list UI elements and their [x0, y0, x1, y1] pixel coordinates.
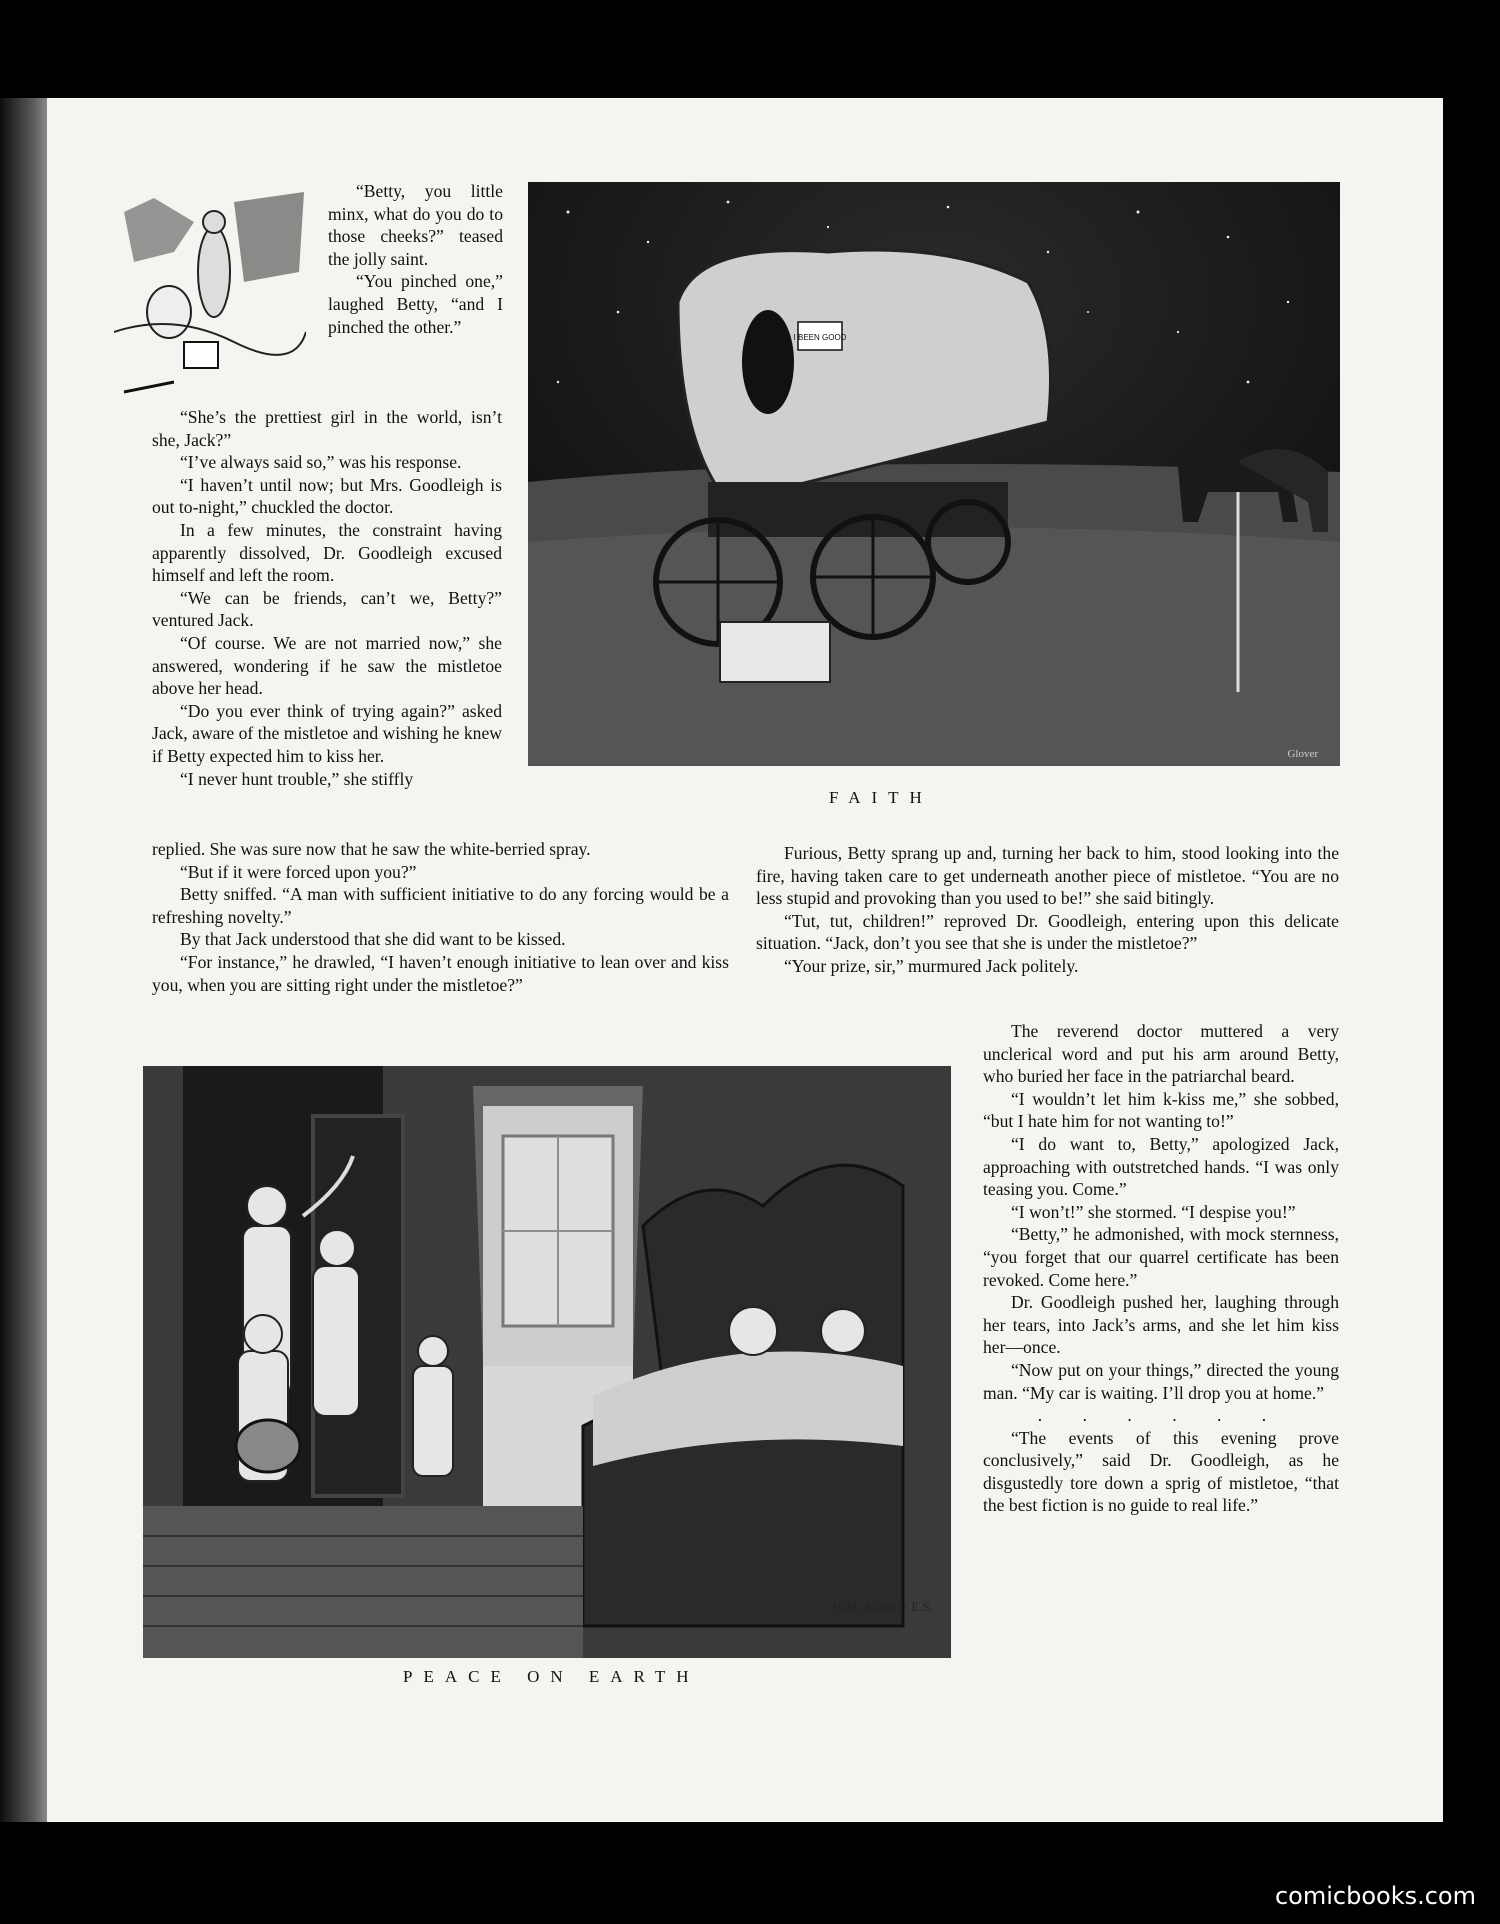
vignette-illustration: [114, 192, 306, 402]
paragraph: Furious, Betty sprang up and, turning her back to him, stood looking into the fire, having taken care to get underneath another piece of mistletoe. “You are no less stupid and provoking than you used to be!” she said bitingly.: [756, 843, 1339, 909]
section-break: . . . . . .: [1037, 1405, 1285, 1426]
paragraph: “I wouldn’t let him k-kiss me,” she sobbed, “but I hate him for not wanting to!”: [983, 1088, 1339, 1132]
peace-on-earth-illustration: [143, 1066, 951, 1658]
paragraph: “Betty,” he admonished, with mock sternness, “you forget that our quarrel certificate has been revoked. Come here.”: [983, 1224, 1339, 1290]
left-narrow-column-lower: [152, 406, 502, 790]
left-wide-column: [152, 838, 729, 996]
site-watermark: comicbooks.com: [1274, 1882, 1476, 1910]
paragraph: “I won’t!” she stormed. “I despise you!”: [1011, 1201, 1296, 1222]
paragraph: In a few minutes, the constraint having apparently dissolved, Dr. Goodleigh excused himself and left the room.: [152, 519, 502, 586]
paragraph: “I haven’t until now; but Mrs. Goodleigh is out to-night,” chuckled the doctor.: [152, 474, 502, 518]
paragraph: “Do you ever think of trying again?” asked Jack, aware of the mistletoe and wishing he knew if Betty expected him to kiss her.: [152, 700, 502, 766]
right-top-column: [756, 842, 1339, 978]
paragraph: Dr. Goodleigh pushed her, laughing through her tears, into Jack’s arms, and she let him kiss her—once.: [983, 1292, 1339, 1358]
paragraph: “Your prize, sir,” murmured Jack politely.: [784, 955, 1079, 976]
paragraph: “But if it were forced upon you?”: [180, 861, 417, 882]
paragraph: “She’s the prettiest girl in the world, isn’t she, Jack?”: [152, 407, 502, 450]
peace-signature: W.H. Allison · E.S.: [832, 1599, 933, 1614]
faith-illustration: [528, 182, 1340, 766]
right-narrow-column: [983, 1020, 1339, 1517]
paragraph: “The events of this evening prove conclusively,” said Dr. Goodleigh, as he disgustedly tore down a sprig of mistletoe, “that the best fiction is no guide to real life.”: [983, 1427, 1339, 1516]
paragraph: “I never hunt trouble,” she stiffly: [180, 768, 414, 789]
paragraph: “I’ve always said so,” was his response.: [180, 452, 462, 473]
paragraph: “Now put on your things,” directed the young man. “My car is waiting. I’ll drop you at home.”: [983, 1359, 1339, 1403]
paragraph: By that Jack understood that she did want to be kissed.: [180, 929, 566, 950]
paragraph: “Tut, tut, children!” reproved Dr. Goodleigh, entering upon this delicate situation. “Jack, don’t you see that she is under the mistletoe?”: [756, 910, 1339, 954]
paragraph: replied. She was sure now that he saw the white-berried spray.: [152, 839, 591, 859]
peace-on-earth-caption: PEACE ON EARTH: [403, 1667, 700, 1686]
paragraph: The reverend doctor muttered a very unclerical word and put his arm around Betty, who buried her face in the patriarchal beard.: [983, 1021, 1339, 1087]
paragraph: “Of course. We are not married now,” she answered, wondering if he saw the mistletoe above her head.: [152, 632, 502, 699]
paragraph: “Betty, you little minx, what do you do to those cheeks?” teased the jolly saint.: [328, 181, 503, 269]
left-narrow-column: [328, 180, 503, 338]
wagon-sign: I BEEN GOOD: [793, 333, 847, 342]
footer-band: [1200, 1868, 1500, 1924]
paragraph: “For instance,” he drawled, “I haven’t enough initiative to lean over and kiss you, when you are sitting right under the mistletoe?”: [152, 951, 729, 995]
svg-text:Glover: Glover: [1287, 748, 1318, 760]
binding-spine: [0, 98, 47, 1822]
paragraph: Betty sniffed. “A man with sufficient initiative to do any forcing would be a refreshing novelty.”: [152, 884, 729, 927]
paragraph: “We can be friends, can’t we, Betty?” ventured Jack.: [152, 587, 502, 631]
paragraph: “You pinched one,” laughed Betty, “and I pinched the other.”: [328, 271, 503, 337]
paragraph: “I do want to, Betty,” apologized Jack, approaching with outstretched hands. “I was only teasing you. Come.”: [983, 1133, 1339, 1200]
faith-caption: FAITH: [829, 788, 933, 807]
